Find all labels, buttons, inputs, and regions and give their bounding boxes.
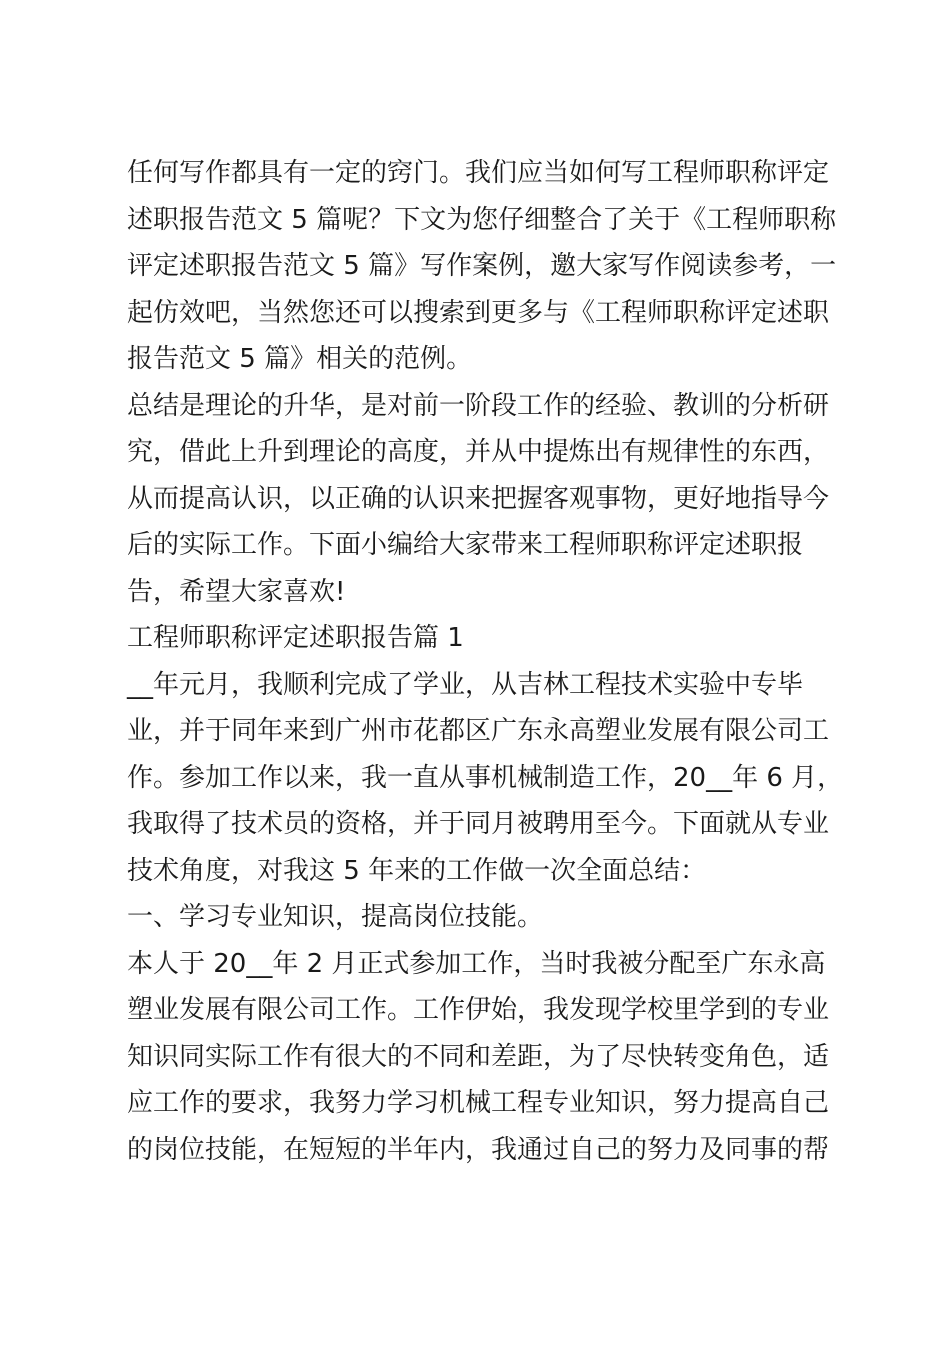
text-line: 述职报告范文 5 篇呢？下文为您仔细整合了关于《工程师职称: [127, 204, 837, 235]
text-line: 告，希望大家喜欢!: [127, 576, 346, 607]
text-line: 报告范文 5 篇》相关的范例。: [127, 344, 473, 374]
text-line: 我取得了技术员的资格，并于同月被聘用至今。下面就从专业: [127, 809, 830, 839]
text-line: 起仿效吧，当然您还可以搜索到更多与《工程师职称评定述职: [127, 297, 830, 328]
text-line: 作。参加工作以来，我一直从事机械制造工作，20__年 6 月，: [127, 762, 844, 793]
text-line: 究，借此上升到理论的高度，并从中提炼出有规律性的东西，: [127, 437, 830, 467]
text-line: 后的实际工作。下面小编给大家带来工程师职称评定述职报: [127, 530, 804, 560]
text-line: 业，并于同年来到广州市花都区广东永高塑业发展有限公司工: [127, 716, 830, 746]
text-line: 技术角度，对我这 5 年来的工作做一次全面总结：: [127, 855, 707, 886]
text-line: 总结是理论的升华，是对前一阶段工作的经验、教训的分析研: [127, 390, 830, 421]
text-line: __年元月，我顺利完成了学业，从吉林工程技术实验中专毕: [127, 669, 804, 700]
text-line: 任何写作都具有一定的窍门。我们应当如何写工程师职称评定: [127, 158, 830, 188]
text-line: 的岗位技能，在短短的半年内，我通过自己的努力及同事的帮: [127, 1134, 830, 1165]
subsection-heading: 一、学习专业知识，提高岗位技能。: [127, 902, 544, 932]
text-line: 评定述职报告范文 5 篇》写作案例，邀大家写作阅读参考，一: [127, 251, 837, 281]
text-line: 从而提高认识，以正确的认识来把握客观事物，更好地指导今: [127, 483, 830, 514]
text-line: 应工作的要求，我努力学习机械工程专业知识，努力提高自己: [127, 1088, 830, 1118]
text-line: 本人于 20__年 2 月正式参加工作，当时我被分配至广东永高: [127, 948, 826, 979]
text-line: 塑业发展有限公司工作。工作伊始，我发现学校里学到的专业: [127, 995, 830, 1025]
text-line: 知识同实际工作有很大的不同和差距，为了尽快转变角色，适: [127, 1041, 830, 1072]
document-body: [127, 150, 844, 1173]
section-heading: 工程师职称评定述职报告篇 1: [127, 623, 464, 653]
